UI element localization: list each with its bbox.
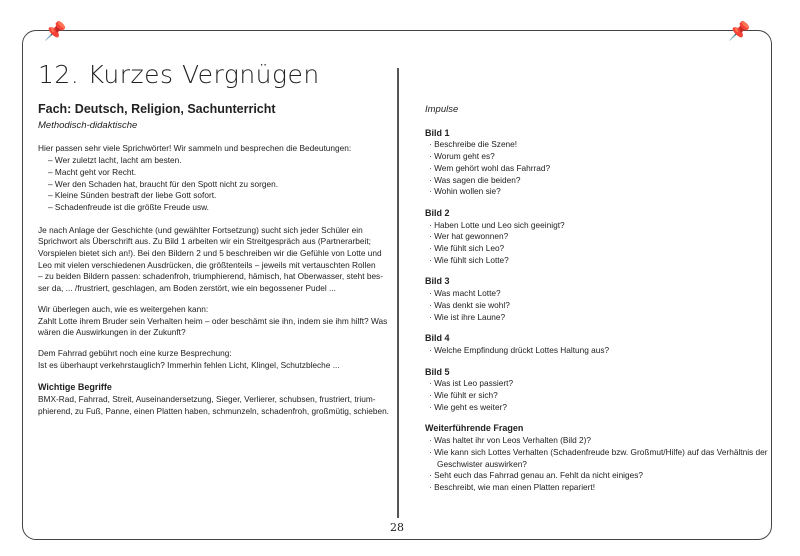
subject-heading: Fach: Deutsch, Religion, Sachunterricht xyxy=(38,102,276,116)
list-item: · Was haltet ihr von Leos Verhalten (Bild 2)? xyxy=(429,435,592,446)
list-item: · Welche Empfindung drückt Lottes Haltung aus? xyxy=(429,344,610,355)
list-item: · Wer hat gewonnen? xyxy=(429,231,509,242)
text-line: Wir überlegen auch, wie es weitergehen kann: xyxy=(38,303,209,314)
section-title: Bild 1 xyxy=(425,127,450,138)
right-column xyxy=(425,104,768,494)
list-item: · Wem gehört wohl das Fahrrad? xyxy=(429,162,551,173)
text-line: Vorspielen bietet sich an!). Bei den Bildern 2 und 5 beschreiben wir die Gefühle von Lotte und xyxy=(38,248,382,259)
section-title: Bild 4 xyxy=(425,333,450,344)
list-item: · Seht euch das Fahrrad genau an. Fehlt da nicht einiges? xyxy=(429,470,644,481)
list-item: · Beschreibe die Szene! xyxy=(429,139,518,150)
page-number: 28 xyxy=(390,521,404,534)
text-line: – zu beiden Bildern passen: schadenfroh, triumphierend, hämisch, hat Oberwasser, steht bes- xyxy=(38,271,383,282)
text-line: BMX-Rad, Fahrrad, Streit, Auseinandersetzung, Sieger, Verlierer, schubsen, frustriert, trium- xyxy=(38,394,376,405)
proverb: – Schadenfreude ist die größte Freude usw. xyxy=(48,201,209,212)
section-title: Bild 2 xyxy=(425,207,450,218)
list-item: · Wie fühlt er sich? xyxy=(429,390,498,401)
list-item: · Was ist Leo passiert? xyxy=(429,378,514,389)
list-item: · Wie kann sich Lottes Verhalten (Schadenfreude bzw. Großmut/Hilfe) auf das Verhältnis der xyxy=(429,446,768,457)
proverb: – Wer den Schaden hat, braucht für den Spott nicht zu sorgen. xyxy=(48,178,278,189)
list-item: · Was sagen die beiden? xyxy=(429,174,521,185)
list-item: · Wie ist ihre Laune? xyxy=(429,311,506,322)
list-item: · Beschreibt, wie man einen Platten repariert! xyxy=(429,481,596,492)
list-item: · Worum geht es? xyxy=(429,151,495,162)
column-divider xyxy=(397,68,399,518)
terms-heading: Wichtige Begriffe xyxy=(38,382,112,393)
list-item: · Was macht Lotte? xyxy=(429,288,501,299)
further-heading: Weiterführende Fragen xyxy=(425,423,524,434)
text-line: Zahlt Lotte ihrem Bruder sein Verhalten heim – oder beschämt sie ihn, indem sie ihm hilft? Was xyxy=(38,315,388,326)
list-item: · Wie geht es weiter? xyxy=(429,401,507,412)
proverb: – Wer zuletzt lacht, lacht am besten. xyxy=(48,155,182,166)
list-item: · Wohin wollen sie? xyxy=(429,186,501,197)
section-title: Bild 5 xyxy=(425,366,450,377)
list-item: · Wie fühlt sich Leo? xyxy=(429,243,505,254)
list-item: · Haben Lotte und Leo sich geeinigt? xyxy=(429,219,565,230)
text-line: Sprichwort als Überschrift aus. Zu Bild 1 arbeiten wir ein Streitgespräch aus (Partnerarbeit; xyxy=(38,236,371,247)
pushpin-icon: 📌 xyxy=(728,21,751,41)
list-item: · Was denkt sie wohl? xyxy=(429,299,510,310)
text-line: Ist es überhaupt verkehrstauglich? Immerhin fehlen Licht, Klingel, Schutzbleche ... xyxy=(38,359,340,370)
page-title: 12. Kurzes Vergnügen xyxy=(38,60,320,89)
proverb: – Macht geht vor Recht. xyxy=(48,166,137,177)
text-line: wären die Auswirkungen in der Zukunft? xyxy=(38,327,186,338)
method-heading: Methodisch-didaktische xyxy=(38,119,138,131)
list-item: Geschwister auswirken? xyxy=(437,458,527,469)
text-line: ser da, ... /frustriert, geschlagen, am Boden zerstört, wie ein begossener Pudel ... xyxy=(38,283,336,294)
text-line: phierend, zu Fuß, Panne, einen Platten haben, schmunzeln, schadenfroh, großmütig, schieben. xyxy=(38,405,389,416)
text-line: Je nach Anlage der Geschichte (und gewählter Fortsetzung) sucht sich jeder Schüler ein xyxy=(38,224,363,235)
intro-text: Hier passen sehr viele Sprichwörter! Wir sammeln und besprechen die Bedeutungen: xyxy=(38,143,352,154)
impulse-heading: Impulse xyxy=(425,104,459,115)
proverb: – Kleine Sünden bestraft der liebe Gott sofort. xyxy=(48,190,217,201)
text-line: Leo mit vielen verschiedenen Ausdrücken, die größtenteils – jeweils mit vertauschten Rollen xyxy=(38,259,376,270)
list-item: · Wie fühlt sich Lotte? xyxy=(429,254,509,265)
section-title: Bild 3 xyxy=(425,276,450,287)
text-line: Dem Fahrrad gebührt noch eine kurze Besprechung: xyxy=(38,347,232,358)
pushpin-icon: 📌 xyxy=(44,21,67,41)
left-column xyxy=(38,104,389,417)
